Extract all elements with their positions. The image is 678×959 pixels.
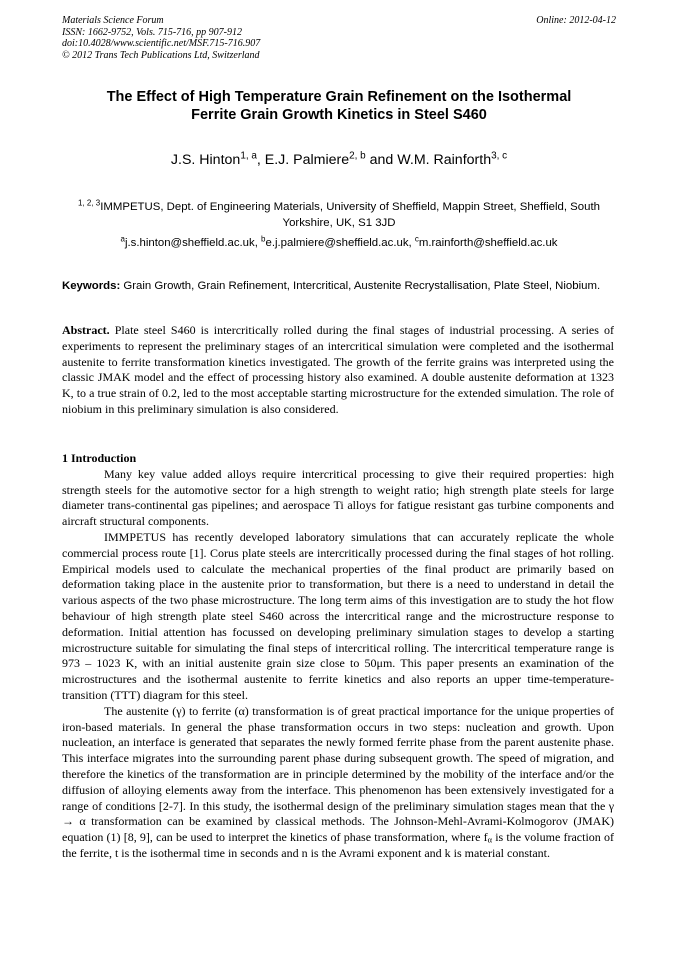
online-date: Online: 2012-04-12 (536, 15, 616, 26)
author-separator: and (365, 152, 398, 168)
keywords-text: Grain Growth, Grain Refinement, Intercritical, Austenite Recrystallisation, Plate Steel, Niobium. (120, 280, 601, 292)
email-superscript: b (261, 234, 266, 244)
paragraph-text: The austenite (γ) to ferrite (α) transformation is of great practical importance for the unique properties of iron-based materials. In general the phase transformation occurs in two steps: nucleation and growth. Upon nucleation, an interface is generated that separates the newly formed ferrite phase from the parent austenite phase. This interface migrates into the surrounding parent phase during subsequent growth. The speed of migration, and therefore the kinetics of the transformation are in principle determined by the mobility of the interface and/or the diffusion of alloying elements away from the interface. This phenomenon has been extensively investigated for a range of conditions [2-7]. In this study, the isothermal design of the preliminary simulation stages mean that the γ → α transformation can be examined by classical methods. The Johnson-Mehl-Avrami-Kolmogorov (JMAK) equation (1) [8, 9], can be used to interpret the kinetics of phase transformation, where f (62, 703, 614, 845)
email-link[interactable]: j.s.hinton@sheffield.ac.uk, (124, 237, 262, 249)
paragraph (62, 704, 614, 862)
abstract (62, 323, 614, 418)
author-name: W.M. Rainforth (397, 152, 492, 168)
journal-header (62, 15, 616, 61)
paragraph: Many key value added alloys require intercritical processing to give their required properties: high strength steels for the automotive sector for a high strength to weight ratio; high strength plate steels for large diameter trans-continental gas pipelines; and aerospace Ti alloys for fatigue resistant gas turbine components and aircraft structural components. (62, 466, 614, 529)
paragraph: IMMPETUS has recently developed laboratory simulations that can accurately replicate the whole commercial process route [1]. Corus plate steels are intercritically processed during the final stages of hot rolling. Empirical models used to calculate the mechanical properties of the final product are primarily based on deformation taking place in the austenite prior to transformation, but there is a need to understand in detail the various aspects of the two phase microstructure. The long term aims of this investigation are to study the hot flow behaviour of high strength plate steel S460 across the intercritical range and the microstructure response to deformation. Initial attention has focussed on developing preliminary simulation stages to develop a starting microstructure suitable for simulating the final steps of intercritical rolling. The intercritical temperature range is 973 – 1023 K, with an initial austenite grain size close to 50μm. This paper presents an examination of the microstructures and the isothermal austenite to ferrite kinetics and also reports an upper time-temperature-transition (TTT) diagram for this steel. (62, 529, 614, 702)
email-link[interactable]: m.rainforth@sheffield.ac.uk (418, 237, 558, 249)
author-list (62, 151, 616, 169)
doi-line: doi:10.4028/www.scientific.net/MSF.715-716.907 (62, 38, 261, 49)
section-heading: 1 Introduction (62, 451, 137, 465)
email-link[interactable]: e.j.palmiere@sheffield.ac.uk, (265, 237, 415, 249)
affiliation (62, 199, 616, 231)
introduction-section (62, 451, 614, 862)
paragraph-text: is the volume fraction of the ferrite, t is the isothermal time in seconds and n is the Avrami exponent and k is material constant. (62, 830, 614, 860)
author-name: E.J. Palmiere (264, 152, 350, 168)
author-name: J.S. Hinton (170, 152, 241, 168)
keywords-label: Keywords: (62, 280, 121, 292)
author-emails (62, 236, 616, 251)
author-separator: , (256, 152, 265, 168)
issn-line: ISSN: 1662-9752, Vols. 715-716, pp 907-912 (62, 26, 242, 38)
keywords (62, 278, 614, 294)
title-line-1: The Effect of High Temperature Grain Refinement on the Isothermal (106, 89, 572, 105)
journal-name: Materials Science Forum (62, 15, 164, 26)
paper-title (62, 88, 616, 124)
author-superscript: 1, a (240, 150, 257, 162)
abstract-text: Plate steel S460 is intercritically rolled during the final stages of industrial processing. A series of experiments to represent the preliminary stages of an intercritical simulation were completed and the isothermal austenite to ferrite transformation kinetics investigated. The growth of the ferrite grains was interpreted using the classic JMAK model and the effect of processing history also examined. A double austenite deformation at 1323 K, to a true strain of 0.2, led to the most acceptable starting microstructure for the extended simulation. The role of niobium in this preliminary simulation is also considered. (62, 323, 614, 416)
author-superscript: 2, b (349, 150, 366, 162)
affiliation-text: IMMPETUS, Dept. of Engineering Materials, University of Sheffield, Mappin Street, Sheffield, South Yorkshire, UK, S1 3JD (100, 201, 600, 229)
email-superscript: a (120, 234, 125, 244)
email-superscript: c (414, 234, 419, 244)
subscript: α (487, 835, 492, 845)
affiliation-superscript: 1, 2, 3 (78, 198, 101, 208)
author-superscript: 3, c (491, 150, 508, 162)
abstract-label: Abstract. (62, 323, 110, 337)
copyright-line: © 2012 Trans Tech Publications Ltd, Switzerland (62, 49, 260, 61)
title-line-2: Ferrite Grain Growth Kinetics in Steel S460 (191, 107, 487, 123)
